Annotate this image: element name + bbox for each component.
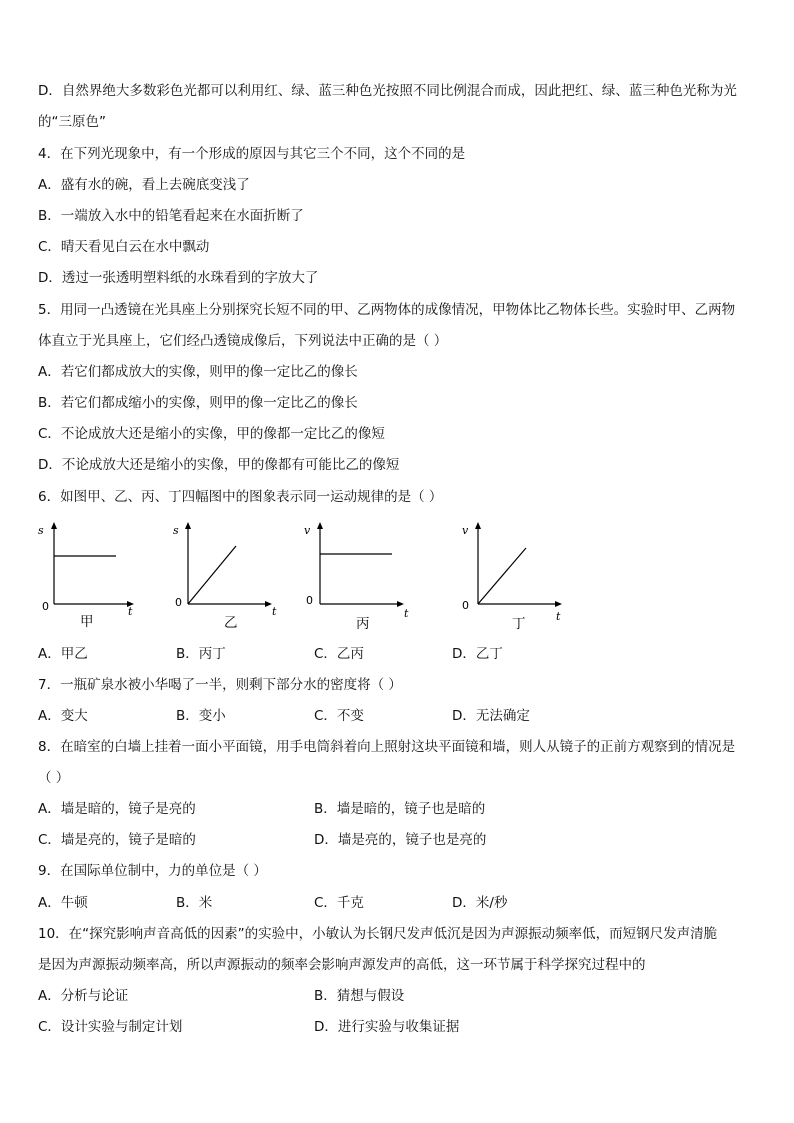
q10-stem-line2: 是因为声源振动频率高，所以声源振动的频率会影响声源发声的高低，这一环节属于科学探究过程中的 — [38, 957, 646, 973]
y-axis-label: s — [38, 524, 44, 537]
q10-option-c: C．设计实验与制定计划 — [38, 1019, 183, 1035]
q5-option-b: B．若它们都成缩小的实像，则甲的像一定比乙的像长 — [38, 395, 358, 411]
q7-option-d: D．无法确定 — [452, 708, 530, 724]
graph-line-diagonal — [188, 546, 236, 604]
q9-stem: 9．在国际单位制中，力的单位是（ ） — [38, 863, 267, 879]
q9-option-a: A．牛顿 — [38, 895, 88, 911]
q9-option-c: C．千克 — [314, 895, 364, 911]
q7-option-b: B．变小 — [176, 708, 226, 724]
graph-jia — [30, 520, 170, 632]
q6-option-c: C．乙丙 — [314, 646, 364, 662]
q4-stem: 4．在下列光现象中，有一个形成的原因与其它三个不同，这个不同的是 — [38, 146, 466, 162]
q9-option-d: D．米/秒 — [452, 895, 508, 911]
graph-line-diagonal — [478, 548, 526, 604]
q5-stem-line2: 体直立于光具座上，它们经凸透镜成像后，下列说法中正确的是（ ） — [38, 333, 448, 349]
origin-label: 0 — [306, 594, 313, 607]
graph-caption: 丁 — [512, 616, 526, 632]
q8-stem-line2: （ ） — [38, 770, 70, 786]
q10-option-d: D．进行实验与收集证据 — [314, 1019, 460, 1035]
x-axis-label: t — [128, 605, 133, 618]
x-axis-arrow — [555, 601, 562, 607]
graph-caption: 甲 — [80, 614, 94, 630]
q3-option-d-line1: D．自然界绝大多数彩色光都可以利用红、绿、蓝三种色光按照不同比例混合而成，因此把红、绿、蓝三种色光称为光 — [38, 83, 737, 99]
origin-label: 0 — [42, 600, 49, 613]
graph-bing — [294, 520, 434, 632]
q6-option-b: B．丙丁 — [176, 646, 226, 662]
q6-option-a: A．甲乙 — [38, 646, 88, 662]
q8-option-c: C．墙是亮的，镜子是暗的 — [38, 832, 196, 848]
y-axis-arrow — [185, 522, 191, 529]
y-axis-arrow — [475, 522, 481, 529]
q5-option-c: C．不论成放大还是缩小的实像，甲的像都一定比乙的像短 — [38, 426, 385, 442]
q8-option-b: B．墙是暗的，镜子也是暗的 — [314, 801, 486, 817]
q4-option-c: C．晴天看见白云在水中飘动 — [38, 239, 210, 255]
y-axis-label: s — [173, 524, 179, 537]
q7-option-a: A．变大 — [38, 708, 88, 724]
x-axis-arrow — [397, 601, 404, 607]
q4-option-d: D．透过一张透明塑料纸的水珠看到的字放大了 — [38, 270, 319, 286]
q10-option-a: A．分析与论证 — [38, 988, 129, 1004]
q5-stem-line1: 5．用同一凸透镜在光具座上分别探究长短不同的甲、乙两物体的成像情况，甲物体比乙物体长些。实验时甲、乙两物 — [38, 302, 736, 318]
x-axis-arrow — [265, 601, 272, 607]
q7-stem: 7．一瓶矿泉水被小华喝了一半，则剩下部分水的密度将（ ） — [38, 677, 402, 693]
y-axis-label: v — [462, 524, 469, 537]
q9-option-b: B．米 — [176, 895, 213, 911]
origin-label: 0 — [462, 599, 469, 612]
q10-option-b: B．猜想与假设 — [314, 988, 405, 1004]
graph-caption: 乙 — [224, 615, 238, 631]
graph-caption: 丙 — [356, 616, 370, 632]
q8-option-a: A．墙是暗的，镜子是亮的 — [38, 801, 196, 817]
q10-stem-line1: 10．在“探究影响声音高低的因素”的实验中，小敏认为长钢尺发声低沉是因为声源振动频率低，而短钢尺发声清脆 — [38, 926, 718, 942]
q6-option-d: D．乙丁 — [452, 646, 503, 662]
q4-option-b: B．一端放入水中的铅笔看起来在水面折断了 — [38, 208, 304, 224]
q8-stem-line1: 8．在暗室的白墙上挂着一面小平面镜，用手电筒斜着向上照射这块平面镜和墙，则人从镜子的正前方观察到的情况是 — [38, 739, 736, 755]
y-axis-arrow — [51, 522, 57, 529]
y-axis-arrow — [317, 522, 323, 529]
q4-option-a: A．盛有水的碗，看上去碗底变浅了 — [38, 177, 250, 193]
graph-ding — [452, 520, 592, 632]
x-axis-label: t — [556, 610, 561, 623]
q3-option-d-line2: 的“三原色” — [38, 114, 106, 130]
x-axis-label: t — [404, 607, 409, 620]
graph-yi — [164, 520, 304, 632]
q6-stem: 6．如图甲、乙、丙、丁四幅图中的图象表示同一运动规律的是（ ） — [38, 489, 443, 505]
q5-option-d: D．不论成放大还是缩小的实像，甲的像都有可能比乙的像短 — [38, 457, 400, 473]
q5-option-a: A．若它们都成放大的实像，则甲的像一定比乙的像长 — [38, 364, 358, 380]
x-axis-label: t — [272, 605, 277, 618]
q8-option-d: D．墙是亮的，镜子也是亮的 — [314, 832, 487, 848]
origin-label: 0 — [175, 596, 182, 609]
q7-option-c: C．不变 — [314, 708, 364, 724]
y-axis-label: v — [304, 524, 311, 537]
